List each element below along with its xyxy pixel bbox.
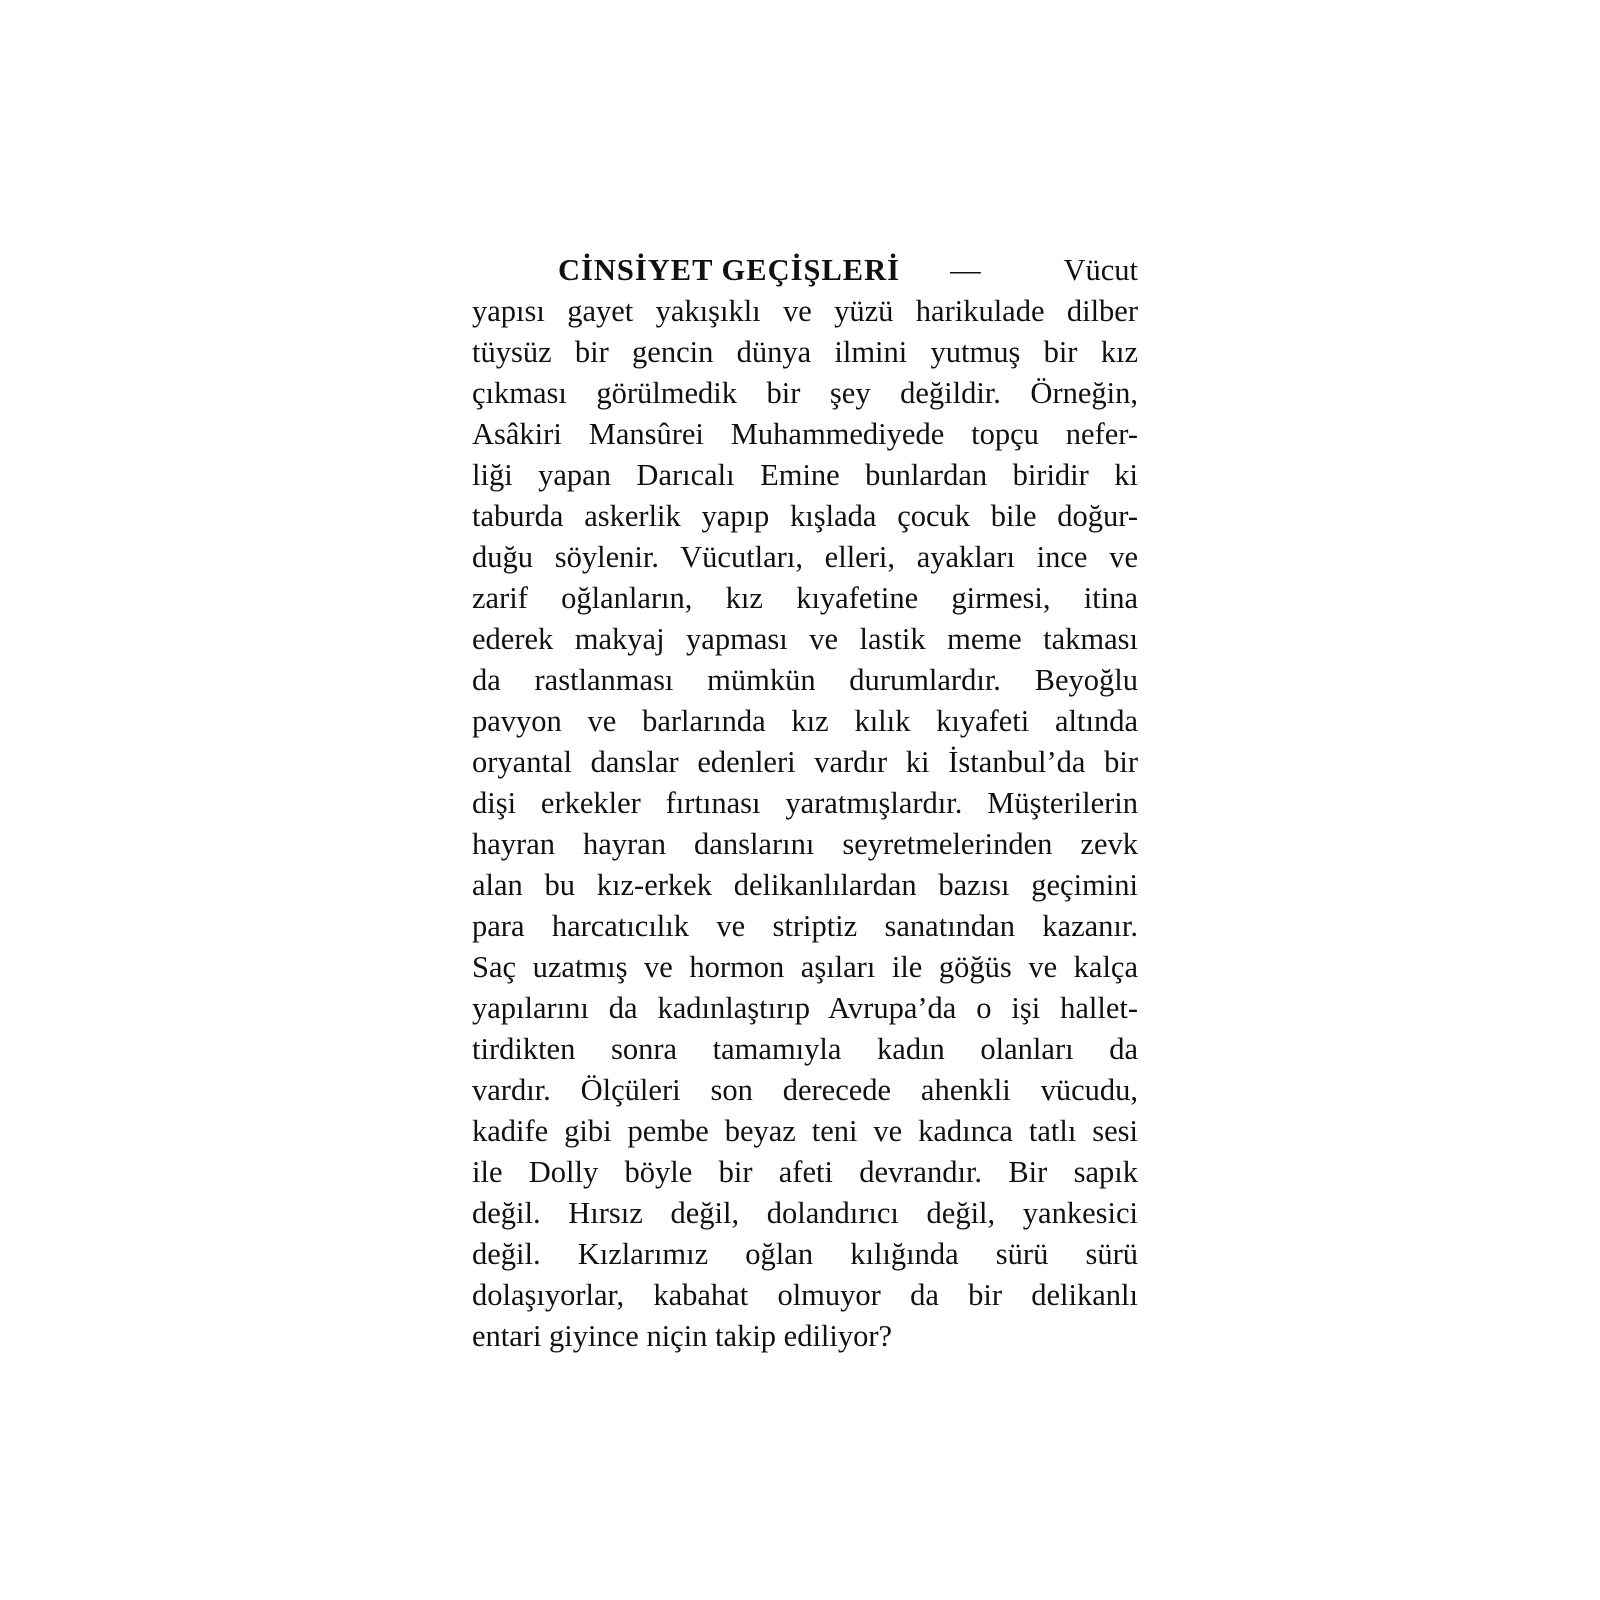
text-line: zarif oğlanların, kız kıyafetine girmesi, itina xyxy=(472,581,1138,615)
text-line: alan bu kız-erkek delikanlılardan bazısı geçimini xyxy=(472,868,1138,902)
entry-heading: CİNSİYET GEÇİŞLERİ xyxy=(558,253,901,287)
text-line: ile Dolly böyle bir afeti devrandır. Bir sapık xyxy=(472,1155,1138,1189)
text-line: ederek makyaj yapması ve lastik meme takması xyxy=(472,622,1138,656)
dictionary-entry xyxy=(472,250,1138,1357)
entry-first-line xyxy=(472,250,1138,291)
text-line: değil. Kızlarımız oğlan kılığında sürü sürü xyxy=(472,1237,1138,1271)
entry-first-word: Vücut xyxy=(1063,253,1138,287)
text-line: yapısı gayet yakışıklı ve yüzü harikulade dilber xyxy=(472,294,1138,328)
em-dash: — xyxy=(950,253,981,287)
text-line: da rastlanması mümkün durumlardır. Beyoğlu xyxy=(472,663,1138,697)
text-line: taburda askerlik yapıp kışlada çocuk bile doğur- xyxy=(472,499,1138,533)
text-line: tirdikten sonra tamamıyla kadın olanları da xyxy=(472,1032,1138,1066)
text-line: çıkması görülmedik bir şey değildir. Örneğin, xyxy=(472,376,1138,410)
text-line: kadife gibi pembe beyaz teni ve kadınca tatlı sesi xyxy=(472,1114,1138,1148)
text-line: liği yapan Darıcalı Emine bunlardan biridir ki xyxy=(472,458,1138,492)
text-line: yapılarını da kadınlaştırıp Avrupa’da o işi hallet- xyxy=(472,991,1138,1025)
text-line: dişi erkekler fırtınası yaratmışlardır. Müşterilerin xyxy=(472,786,1138,820)
text-line: değil. Hırsız değil, dolandırıcı değil, yankesici xyxy=(472,1196,1138,1230)
entry-body xyxy=(472,291,1138,1357)
text-line: tüysüz bir gencin dünya ilmini yutmuş bir kız xyxy=(472,335,1138,369)
text-line: pavyon ve barlarında kız kılık kıyafeti altında xyxy=(472,704,1138,738)
text-line: hayran hayran danslarını seyretmelerinden zevk xyxy=(472,827,1138,861)
text-line: oryantal danslar edenleri vardır ki İstanbul’da bir xyxy=(472,745,1138,779)
text-line: Saç uzatmış ve hormon aşıları ile göğüs ve kalça xyxy=(472,950,1138,984)
text-line: dolaşıyorlar, kabahat olmuyor da bir delikanlı xyxy=(472,1278,1138,1312)
text-line: entari giyince niçin takip ediliyor? xyxy=(472,1319,893,1353)
text-line: vardır. Ölçüleri son derecede ahenkli vücudu, xyxy=(472,1073,1138,1107)
text-line: duğu söylenir. Vücutları, elleri, ayakları ince ve xyxy=(472,540,1138,574)
text-line: Asâkiri Mansûrei Muhammediyede topçu nefer- xyxy=(472,417,1138,451)
text-line: para harcatıcılık ve striptiz sanatından kazanır. xyxy=(472,909,1138,943)
